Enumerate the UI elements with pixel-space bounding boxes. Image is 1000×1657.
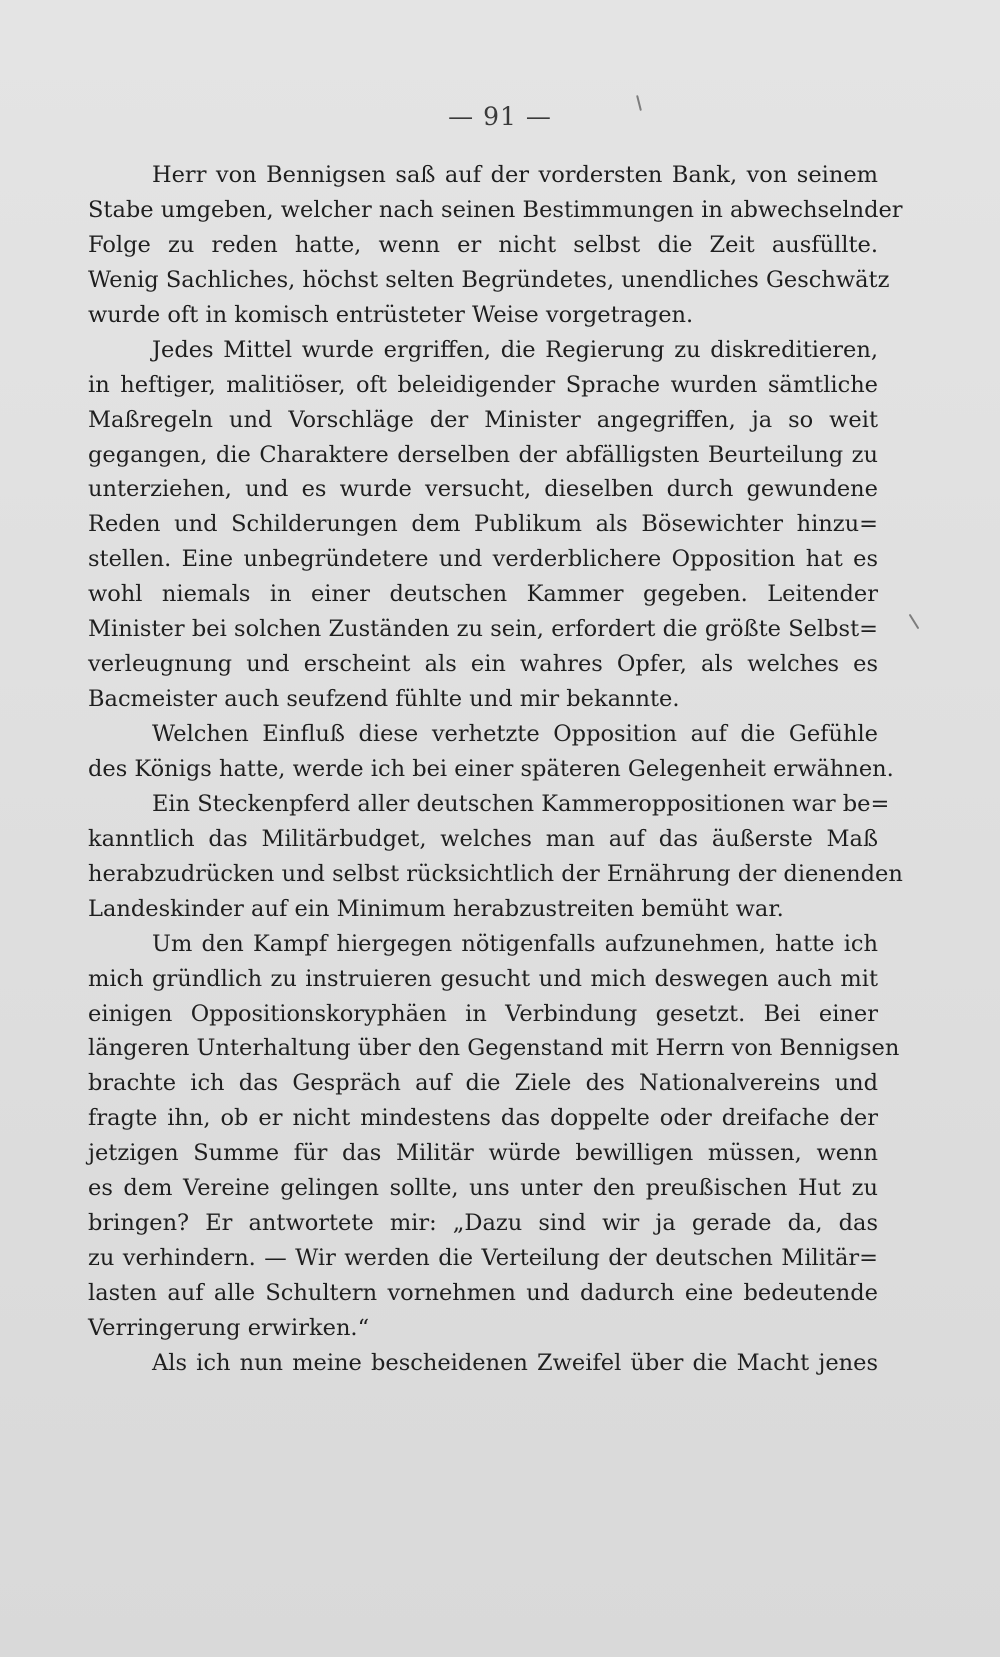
text-line: einigen Oppositionskoryphäen in Verbindung gesetzt. Bei einer [88, 1000, 878, 1027]
text-line: Herr von Bennigsen saß auf der vordersten Bank, von seinem [152, 162, 878, 188]
text-line: Minister bei solchen Zuständen zu sein, erfordert die größte Selbst= [88, 616, 878, 643]
text-line: des Königs hatte, werde ich bei einer späteren Gelegenheit erwähnen. [88, 755, 894, 782]
text-line: Folge zu reden hatte, wenn er nicht selbst die Zeit ausfüllte. [88, 231, 878, 258]
text-line: Verringerung erwirken.“ [88, 1314, 370, 1341]
text-line: Bacmeister auch seufzend fühlte und mir bekannte. [88, 686, 680, 713]
text-line: jetzigen Summe für das Militär würde bewilligen müssen, wenn [88, 1140, 878, 1167]
text-line: kanntlich das Militärbudget, welches man auf das äußerste Maß [88, 825, 878, 852]
text-line: wohl niemals in einer deutschen Kammer gegeben. Leitender [88, 581, 878, 608]
page-number: — 91 — [448, 102, 552, 131]
text-line: längeren Unterhaltung über den Gegenstand mit Herrn von Bennigsen [88, 1035, 900, 1062]
text-line: in heftiger, malitiöser, oft beleidigender Sprache wurden sämtliche [88, 371, 878, 398]
text-line: Landeskinder auf ein Minimum herabzustreiten bemüht war. [88, 895, 784, 922]
text-line: brachte ich das Gespräch auf die Ziele des Nationalvereins und [88, 1070, 878, 1097]
text-line: Ein Steckenpferd aller deutschen Kammeroppositionen war be= [152, 790, 890, 817]
text-line: Welchen Einfluß diese verhetzte Opposition auf die Gefühle [152, 721, 878, 747]
text-line: Wenig Sachliches, höchst selten Begründetes, unendliches Geschwätz [88, 266, 890, 293]
text-body [88, 158, 903, 1381]
text-line: gegangen, die Charaktere derselben der abfälligsten Beurteilung zu [88, 441, 878, 468]
text-line: Um den Kampf hiergegen nötigenfalls aufzunehmen, hatte ich [152, 930, 878, 957]
text-line: Stabe umgeben, welcher nach seinen Bestimmungen in abwechselnder [88, 196, 903, 223]
text-line: zu verhindern. — Wir werden die Verteilung der deutschen Militär= [88, 1245, 878, 1272]
text-line: Als ich nun meine bescheidenen Zweifel über die Macht jenes [152, 1349, 878, 1376]
text-line: stellen. Eine unbegründetere und verderblichere Opposition hat es [88, 546, 878, 573]
text-line: Reden und Schilderungen dem Publikum als Bösewichter hinzu= [88, 511, 878, 538]
text-line: fragte ihn, ob er nicht mindestens das doppelte oder dreifache der [88, 1105, 878, 1132]
text-line: mich gründlich zu instruieren gesucht und mich deswegen auch mit [88, 965, 878, 992]
text-line: es dem Vereine gelingen sollte, uns unter den preußischen Hut zu [88, 1175, 878, 1202]
text-line: Maßregeln und Vorschläge der Minister angegriffen, ja so weit [88, 406, 878, 433]
text-line: bringen? Er antwortete mir: „Dazu sind wir ja gerade da, das [88, 1210, 878, 1237]
text-line: verleugnung und erscheint als ein wahres Opfer, als welches es [88, 651, 878, 678]
text-line: lasten auf alle Schultern vornehmen und dadurch eine bedeutende [88, 1280, 878, 1306]
text-line: unterziehen, und es wurde versucht, dieselben durch gewundene [88, 476, 878, 503]
paper-speck [909, 614, 920, 629]
text-line: Jedes Mittel wurde ergriffen, die Regierung zu diskreditieren, [152, 336, 878, 363]
text-line: wurde oft in komisch entrüsteter Weise vorgetragen. [88, 301, 694, 328]
text-line: herabzudrücken und selbst rücksichtlich der Ernährung der dienenden [88, 860, 903, 887]
